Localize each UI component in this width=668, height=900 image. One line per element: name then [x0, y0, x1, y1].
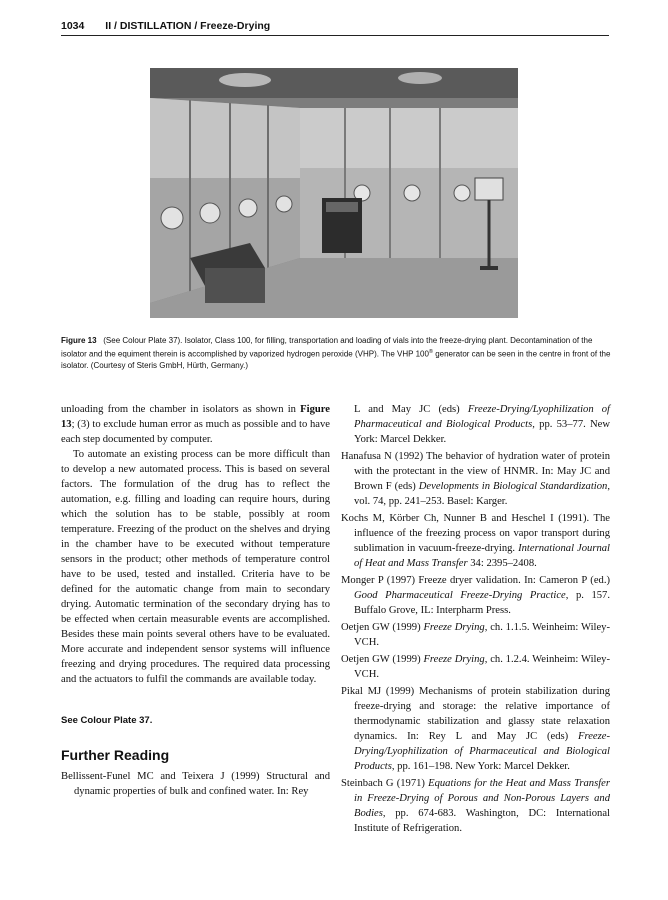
ref-text: Pikal MJ (1999) Mechanisms of protein stabilization during freeze-drying and storage: the relative importance of thermodynamic stabilization and glassy state relaxation dynamics. In: Rey L and May JC (eds) — [341, 686, 610, 742]
ref-text: , pp. 674-683. Washington, DC: International Institute of Refrigeration. — [354, 808, 610, 834]
ref-text: , pp. 161–198. New York: Marcel Dekker. — [391, 761, 570, 772]
reference-item — [341, 620, 610, 650]
page-number: 1034 — [61, 20, 85, 32]
ref-title: Freeze Drying — [423, 654, 485, 665]
ref-text: , vol. 74, pp. 241–253. Basel: Karger. — [354, 481, 610, 507]
ref-text: 34: 2395–2408. — [467, 558, 537, 569]
figure-reference: Figure 13 — [61, 404, 330, 430]
ref-title: Freeze-Drying/Lyophilization of Pharmaceutical and Biological Products — [354, 404, 610, 430]
ref-text: , pp. 53–77. New York: Marcel Dekker. — [354, 419, 610, 445]
header-rule — [61, 35, 609, 36]
reference-item — [341, 449, 610, 509]
body-paragraph-1 — [61, 402, 330, 447]
ref-title: Freeze Drying — [423, 622, 485, 633]
running-header — [61, 20, 609, 32]
paragraph-text: unloading from the chamber in isolators as shown in — [61, 404, 301, 415]
figure-label: Figure 13 — [61, 336, 97, 345]
further-reading-heading: Further Reading — [61, 747, 170, 763]
ref-text: Hanafusa N (1992) The behavior of hydration water of protein with the protectant in the view of HNMR. In: May JC and Brown F (eds) — [341, 451, 610, 492]
ref-title: Developments in Biological Standardization — [418, 481, 608, 492]
reference-item — [341, 511, 610, 571]
ref-text: , p. 157. Buffalo Grove, IL: Interpharm Press. — [354, 590, 610, 616]
caption-text: (See Colour Plate 37). Isolator, Class 100, for filling, transportation and loading of vials into the freeze-drying plant. Decontamination of the isolator and the equiment therein is accomplished by vaporized hydrogen peroxide (VHP). The VHP 100 — [61, 336, 593, 359]
ref-title: Equations for the Heat and Mass Transfer in Freeze-Drying of Porous and Non-Porous Layers and Bodies — [354, 778, 610, 819]
caption-tail: generator can be seen in the centre in front of the isolator. (Courtesy of Steris GmbH, Hürth, Germany.) — [61, 349, 611, 371]
reference-item — [341, 684, 610, 774]
right-column — [341, 402, 610, 838]
ref-title: International Journal of Heat and Mass Transfer — [354, 543, 610, 569]
ref-title: Good Pharmaceutical Freeze-Drying Practice — [354, 590, 566, 601]
reference-continuation — [341, 402, 610, 447]
section-title: II / DISTILLATION / Freeze-Drying — [105, 20, 271, 32]
isolator-photo-drawing — [150, 68, 518, 318]
ref-text: Kochs M, Körber Ch, Nunner B and Heschel I (1991). The influence of the freezing process on vapor transport during sublimation in vacuum-freeze-drying. — [341, 513, 610, 554]
reference-item: Bellissent-Funel MC and Teixera J (1999) Structural and dynamic properties of bulk and confined water. In: Rey — [61, 771, 330, 797]
figure-caption — [61, 335, 614, 372]
ref-title: Freeze-Drying/Lyophilization of Pharmaceutical and Biological Products — [354, 731, 610, 772]
ref-text: , ch. 1.1.5. Weinheim: Wiley-VCH. — [354, 622, 610, 648]
ref-text: Steinbach G (1971) — [341, 778, 429, 789]
ref-text: Oetjen GW (1999) — [341, 622, 424, 633]
see-colour-plate: See Colour Plate 37. — [61, 715, 153, 726]
ref-text: Oetjen GW (1999) — [341, 654, 424, 665]
ref-text: L and May JC (eds) — [354, 404, 468, 415]
registered-mark: ® — [428, 348, 433, 355]
body-paragraph-2: To automate an existing process can be more difficult than to develop a new automated process. This is based on several factors. The formulation of the drug has to reflect the automation, e.g. filling and loading can require hours, during which the solution has to be stable, possibly at room temperature. Freezing of the product on the shelves and drying in the chamber have to be executed without temperature sensors in the product; other methods of temperature control have to be used, tested and installed. Criteria have to be defined for the automatic change from main to secondary drying. Automatic termination of the secondary drying has to be effected when certain measurable events are accomplished. Besides these main points several others have to be evaluated. More accurate and independent sensor systems will influence freezing and drying procedures. The required data processing and the actuators to fulfil the commands are available today. — [61, 449, 330, 685]
reference-item — [341, 652, 610, 682]
ref-text: Monger P (1997) Freeze dryer validation. In: Cameron P (ed.) — [341, 575, 610, 586]
ref-text: , ch. 1.2.4. Weinheim: Wiley-VCH. — [354, 654, 610, 680]
reference-item — [341, 776, 610, 836]
isolator-photo — [150, 68, 518, 318]
paragraph-text: ; (3) to exclude human error as much as possible and to have each step documented by computer. — [61, 419, 330, 445]
left-column — [61, 402, 330, 801]
reference-item — [341, 573, 610, 618]
